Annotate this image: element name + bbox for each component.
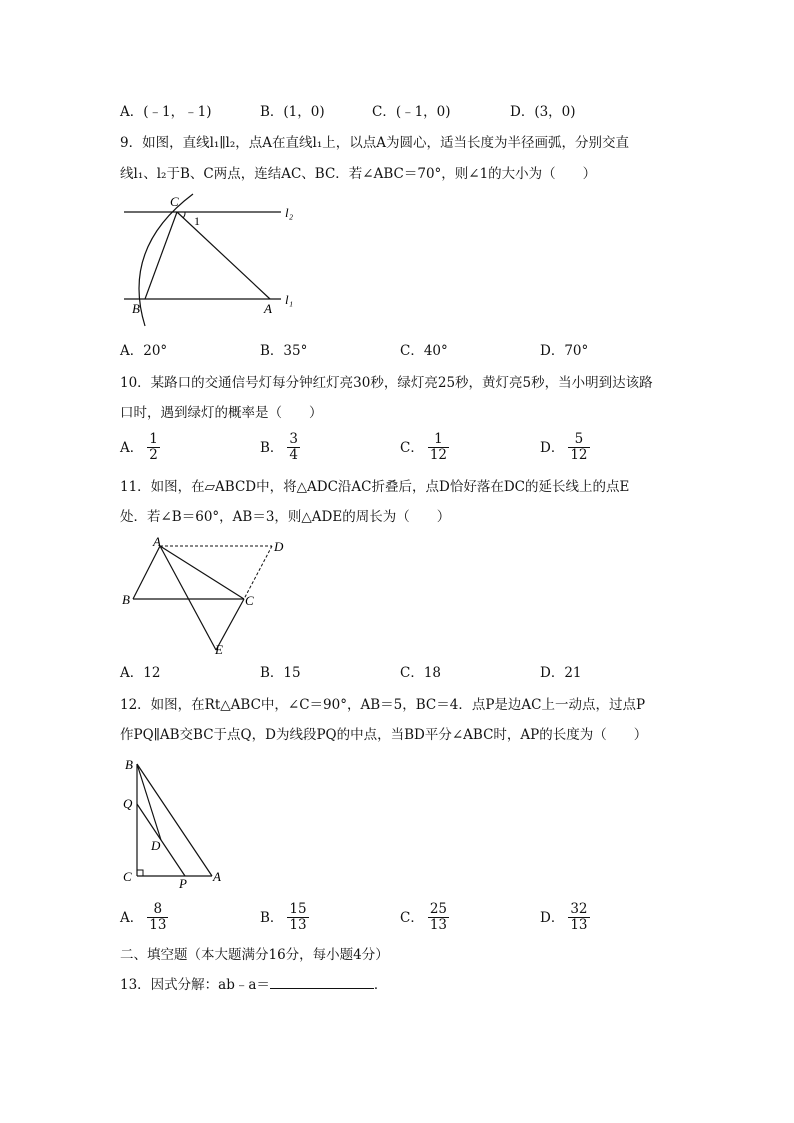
q10-option-b-label: B． — [260, 439, 284, 456]
q12-option-a-fraction — [147, 902, 168, 933]
q10-option-a-label: A． — [120, 439, 144, 456]
q10-option-b-fraction — [287, 432, 300, 463]
fraction-numerator: 15 — [289, 901, 307, 917]
q9-text-line1: 9．如图，直线l₁∥l₂，点A在直线l₁上，以点A为圆心，适当长度为半径画弧，分别交直 — [120, 135, 630, 151]
q12-option-a[interactable] — [120, 902, 168, 933]
q11-option-c[interactable]: C．18 — [400, 665, 442, 681]
q10-options — [120, 432, 680, 466]
q11-option-d[interactable]: D．21 — [540, 665, 582, 681]
q10-text-line1: 10．某路口的交通信号灯每分钟红灯亮30秒，绿灯亮25秒，黄灯亮5秒，当小明到达该路 — [120, 375, 653, 391]
q12-right-angle-mark — [137, 870, 143, 876]
q13-end: ． — [373, 977, 388, 993]
fraction-denominator: 13 — [289, 917, 307, 933]
q11-segment-dc — [244, 546, 272, 599]
q9-label-l1: l₁ — [285, 292, 294, 307]
q12-text-line1: 12．如图，在Rt△ABC中，∠C＝90°，AB＝5，BC＝4．点P是边AC上一动点，过点P — [120, 697, 646, 713]
q12-option-c-fraction — [428, 902, 449, 933]
q12-option-c[interactable] — [400, 902, 449, 933]
q12-label-q: Q — [123, 796, 133, 811]
q10-option-c-fraction — [428, 432, 449, 463]
fraction-numerator: 32 — [570, 901, 588, 917]
q12-segment-bd — [137, 764, 161, 840]
q12-label-c: C — [123, 869, 132, 884]
q11-segment-ae — [160, 546, 216, 650]
q9-label-l2: l₂ — [285, 205, 294, 220]
q10-option-c-label: C． — [400, 439, 424, 456]
q11-label-b: B — [122, 592, 130, 607]
q9-figure — [115, 188, 315, 333]
fraction-denominator: 2 — [149, 447, 158, 463]
q12-option-d-fraction — [568, 902, 589, 933]
q12-label-d: D — [151, 838, 161, 853]
fraction-numerator: 25 — [429, 901, 448, 917]
q13-line — [120, 974, 387, 996]
q11-figure — [115, 532, 305, 660]
q9-option-c[interactable]: C．40° — [400, 343, 448, 359]
q10-option-d-fraction — [568, 432, 589, 463]
q8-options — [120, 102, 680, 136]
fraction-numerator: 3 — [289, 431, 299, 447]
q11-option-a[interactable]: A．12 — [120, 665, 161, 681]
q10-option-b[interactable] — [260, 432, 300, 463]
fraction-denominator: 13 — [429, 917, 448, 933]
q13-text: 13．因式分解：ab﹣a＝ — [120, 977, 270, 993]
q12-label-p: P — [179, 876, 187, 891]
q9-label-a: A — [264, 301, 272, 316]
q11-label-d: D — [274, 539, 284, 554]
q8-option-d[interactable]: D．(3，0) — [510, 104, 576, 120]
fraction-numerator: 8 — [147, 902, 168, 918]
q8-option-a[interactable]: A．(﹣1，﹣1) — [120, 104, 212, 120]
q11-label-a: A — [153, 534, 161, 549]
q9-label-b: B — [132, 301, 140, 316]
q9-segment-ac — [177, 212, 270, 299]
q12-label-b: B — [125, 757, 133, 772]
q10-option-d-label: D． — [540, 439, 565, 456]
q10-option-a[interactable] — [120, 432, 160, 463]
q12-option-d-label: D． — [540, 909, 565, 926]
q12-option-d[interactable] — [540, 902, 590, 933]
q9-option-d[interactable]: D．70° — [540, 343, 589, 359]
q10-text-line2: 口时，遇到绿灯的概率是（ ） — [120, 405, 323, 421]
q11-option-b[interactable]: B．15 — [260, 665, 301, 681]
q9-label-c: C — [170, 194, 179, 209]
q12-text-line2: 作PQ∥AB交BC于点Q，D为线段PQ的中点，当BD平分∠ABC时，AP的长度为（ ） — [120, 727, 648, 743]
q11-label-e: E — [215, 642, 223, 657]
q11-segment-ac — [160, 546, 244, 599]
q12-figure — [115, 752, 235, 892]
q11-text-line2: 处．若∠B＝60°，AB＝3，则△ADE的周长为（ ） — [120, 509, 451, 525]
q9-option-a[interactable]: A．20° — [120, 343, 168, 359]
section-2-heading: 二、填空题（本大题满分16分，每小题4分） — [120, 947, 389, 963]
q9-text-line2: 线l₁、l₂于B、C两点，连结AC、BC．若∠ABC＝70°，则∠1的大小为（ ） — [120, 166, 597, 182]
q12-option-b[interactable] — [260, 902, 309, 933]
q12-option-b-fraction — [287, 902, 308, 933]
q10-option-c[interactable] — [400, 432, 449, 463]
fraction-denominator: 12 — [570, 447, 588, 463]
q12-option-c-label: C． — [400, 909, 424, 926]
q9-option-b[interactable]: B．35° — [260, 343, 308, 359]
fraction-denominator: 13 — [149, 917, 167, 933]
q11-text-line1: 11．如图，在▱ABCD中，将△ADC沿AC折叠后，点D恰好落在DC的延长线上的点E — [120, 479, 630, 495]
q10-option-d[interactable] — [540, 432, 590, 463]
q9-label-1: 1 — [194, 214, 200, 228]
fraction-numerator: 1 — [149, 431, 158, 447]
q8-option-c[interactable]: C．(﹣1，0) — [372, 104, 451, 120]
q12-option-b-label: B． — [260, 909, 284, 926]
q11-options — [120, 663, 680, 697]
q11-label-c: C — [245, 593, 254, 608]
fraction-numerator: 1 — [428, 432, 449, 448]
q13-answer-blank[interactable] — [270, 974, 374, 989]
fraction-denominator: 12 — [429, 447, 448, 463]
q8-option-b[interactable]: B．(1，0) — [260, 104, 325, 120]
q10-option-a-fraction — [147, 432, 160, 463]
q9-options — [120, 341, 680, 375]
q12-option-a-label: A． — [120, 909, 144, 926]
fraction-denominator: 13 — [570, 917, 588, 933]
q12-options — [120, 902, 680, 936]
fraction-numerator: 5 — [568, 432, 589, 448]
fraction-denominator: 4 — [289, 447, 299, 463]
q11-segment-ab — [133, 546, 160, 599]
q9-angle-mark — [183, 212, 185, 218]
q12-label-a: A — [213, 869, 221, 884]
